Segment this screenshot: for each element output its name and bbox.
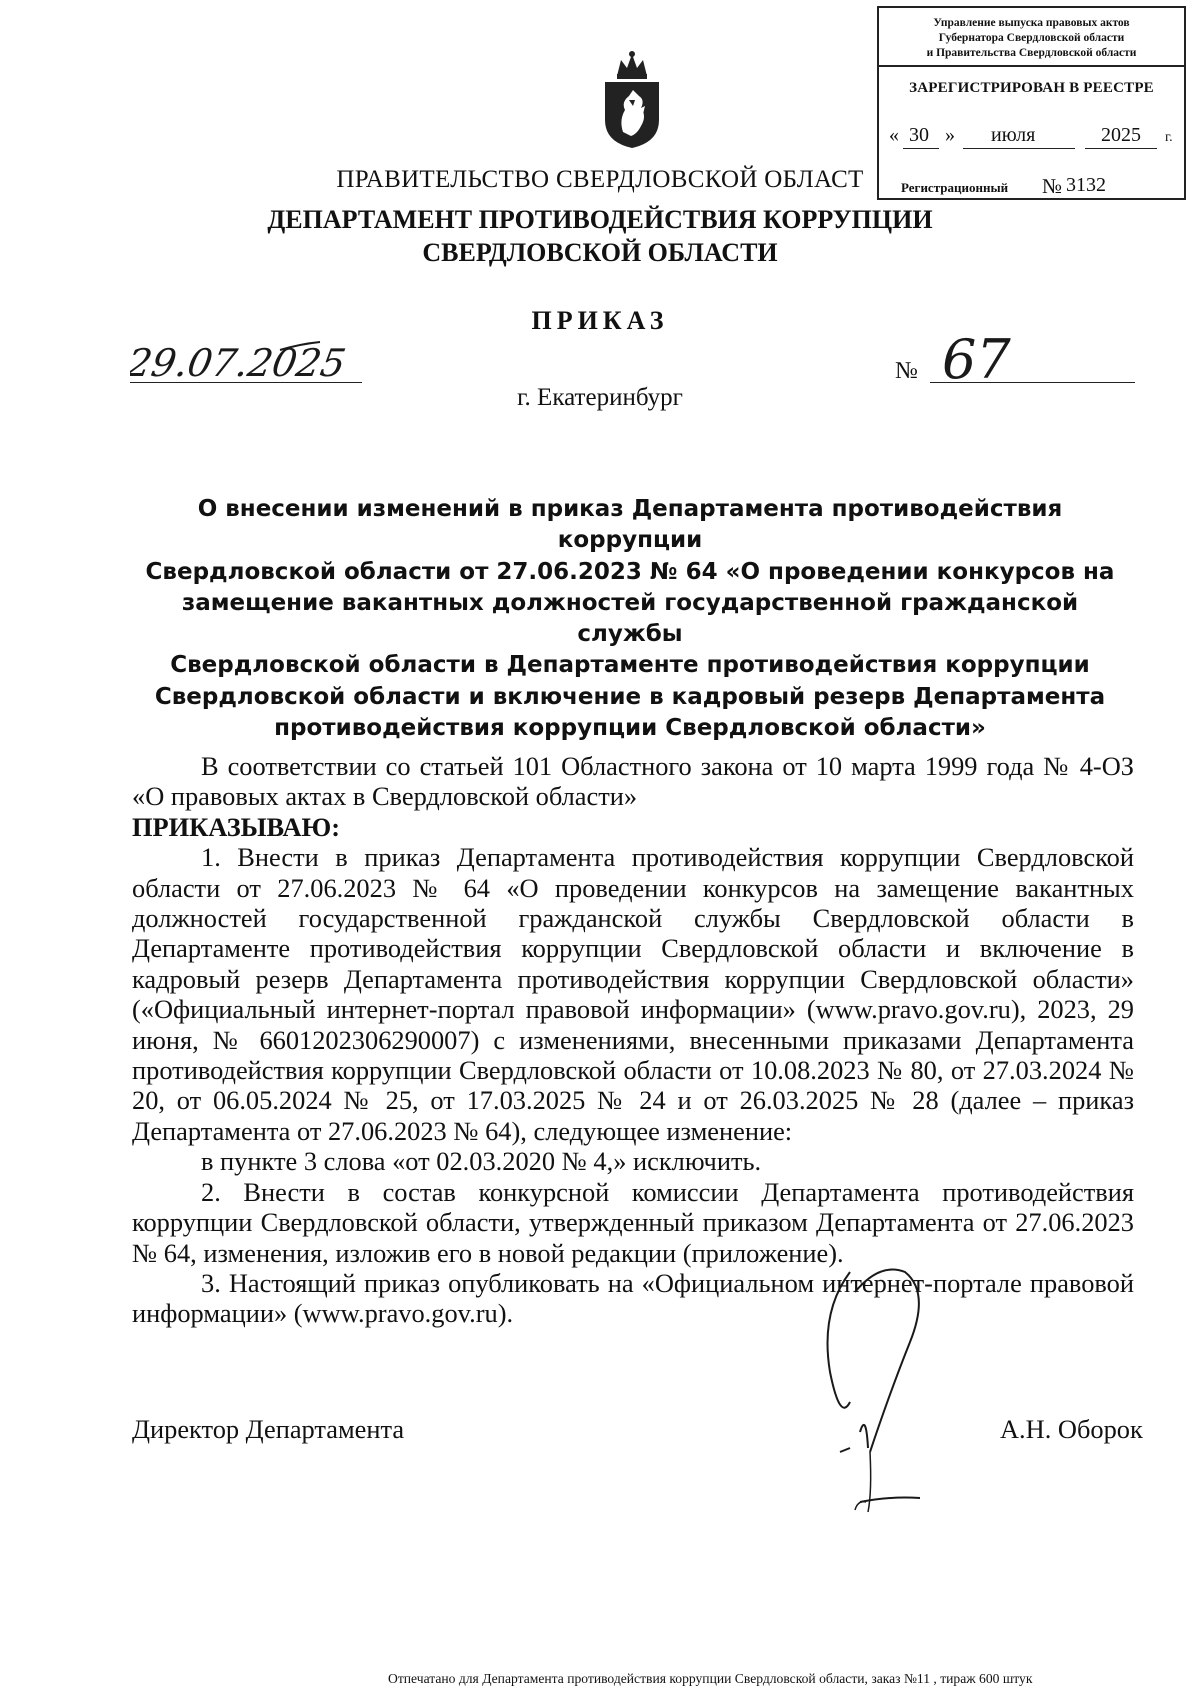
stamp-registered-label: ЗАРЕГИСТРИРОВАН В РЕЕСТРЕ	[909, 80, 1154, 96]
stamp-num-sign: №	[1042, 174, 1063, 198]
government-name: ПРАВИТЕЛЬСТВО СВЕРДЛОВСКОЙ ОБЛАСТ	[336, 166, 864, 193]
item-3: 3. Настоящий приказ опубликовать на «Официальном интернет-портале правовой информации» (www.pravo.gov.ru).	[132, 1267, 1134, 1329]
stamp-year-suffix: г.	[1165, 130, 1173, 145]
stamp-header-line: и Правительства Свердловской области	[926, 47, 1137, 59]
signer-name: А.Н. Оборок	[1000, 1414, 1143, 1444]
number-sign: №	[895, 358, 918, 384]
document-body	[132, 751, 1134, 1329]
preamble: В соответствии со статьей 101 Областного закона от 10 марта 1999 года № 4-ОЗ «О правовых актах в Свердловской области»	[132, 751, 1134, 812]
date-underline	[130, 382, 362, 383]
city: г. Екатеринбург	[517, 384, 683, 411]
print-footer: Отпечатано для Департамента противодействия коррупции Свердловской области, заказ №11 , тираж 600 штук	[388, 1671, 1033, 1686]
department-name	[0, 203, 1200, 269]
handwritten-number-text: 67	[942, 328, 1011, 386]
stamp-year: 2025	[1101, 124, 1141, 146]
stamp-quote-close: »	[945, 124, 955, 146]
document-title	[130, 494, 1130, 744]
department-name-line: ДЕПАРТАМЕНТ ПРОТИВОДЕЙСТВИЯ КОРРУПЦИИ	[267, 205, 933, 234]
handwritten-signature	[810, 1252, 950, 1522]
stamp-header	[879, 16, 1184, 61]
item-1-sub: в пункте 3 слова «от 02.03.2020 № 4,» исключить.	[201, 1146, 762, 1177]
signer-title: Директор Департамента	[132, 1414, 405, 1444]
department-name-line: СВЕРДЛОВСКОЙ ОБЛАСТИ	[422, 238, 778, 267]
number-underline	[930, 382, 1135, 383]
handwritten-number	[940, 322, 1030, 386]
stamp-date	[889, 124, 1184, 152]
document-type: ПРИКАЗ	[531, 306, 669, 335]
stamp-reg-number-label: Регистрационный	[901, 180, 1009, 195]
title-line: замещение вакантных должностей государственной гражданской службы	[181, 589, 1079, 648]
title-line: Свердловской области от 27.06.2023 № 64 «О проведении конкурсов на	[145, 558, 1115, 585]
item-2: 2. Внести в состав конкурсной комиссии Департамента противодействия коррупции Свердловской области, утвержденный приказом Департамента от 27.06.2023 № 64, изменения, изложив его в новой редакции (приложение).	[132, 1176, 1134, 1268]
handwritten-date	[130, 338, 370, 386]
handwritten-date-text: 29.07.2025	[130, 341, 349, 386]
coat-of-arms-icon	[601, 50, 663, 150]
stamp-header-line: Губернатора Свердловской области	[938, 32, 1125, 44]
item-1: 1. Внести в приказ Департамента противодействия коррупции Свердловской области от 27.06.2023 № 64 «О проведении конкурсов на замещение вакантных должностей государственной гражданской службы Свердловской области в Департаменте противодействия коррупции Свердловской области и включение в кадровый резерв Департамента противодействия коррупции Свердловской области» («Официальный интернет-портал правовой информации» (www.pravo.gov.ru), 2023, 29 июня, № 6601202306290007) с изменениями, внесенными приказами Департамента противодействия коррупции Свердловской области от 10.08.2023 № 80, от 27.03.2024 № 20, от 06.05.2024 № 25, от 17.03.2025 № 24 и от 26.03.2025 № 28 (далее – приказ Департамента от 27.06.2023 № 64), следующее изменение:	[132, 842, 1134, 1146]
stamp-reg-number: 3132	[1066, 174, 1106, 196]
stamp-quote-open: «	[889, 124, 899, 146]
title-line: Свердловской области в Департаменте противодействия коррупции	[170, 652, 1090, 679]
order-word: ПРИКАЗЫВАЮ:	[132, 811, 341, 842]
stamp-header-line: Управление выпуска правовых актов	[933, 17, 1130, 29]
stamp-month: июля	[991, 124, 1036, 146]
stamp-divider	[879, 65, 1184, 67]
stamp-day: 30	[909, 124, 929, 146]
title-line: противодействия коррупции Свердловской области»	[274, 715, 986, 742]
title-line: О внесении изменений в приказ Департамента противодействия коррупции	[197, 496, 1063, 554]
title-line: Свердловской области и включение в кадровый резерв Департамента	[154, 683, 1106, 710]
